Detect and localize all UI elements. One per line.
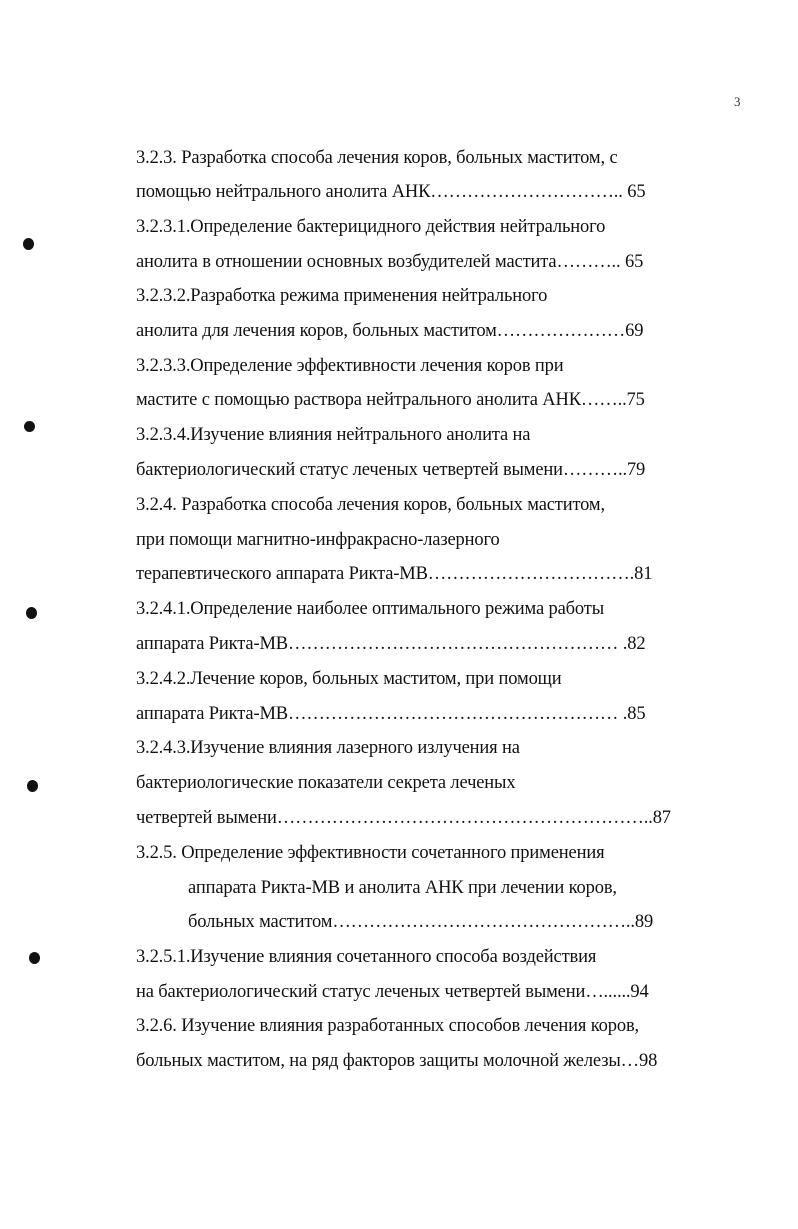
toc-line: 3.2.5. Определение эффективности сочетанного применения xyxy=(136,843,605,863)
toc-line: 3.2.4.2.Лечение коров, больных маститом, при помощи xyxy=(136,669,562,689)
toc-line: 3.2.3. Разработка способа лечения коров, больных маститом, с xyxy=(136,148,618,168)
hole-punch-mark xyxy=(24,421,35,432)
hole-punch-mark xyxy=(29,952,40,964)
toc-line: аппарата Рикта-МВ……………………………………………… .82 xyxy=(136,634,646,654)
hole-punch-mark xyxy=(26,607,37,619)
toc-line: аппарата Рикта-МВ и анолита АНК при лечении коров, xyxy=(188,878,617,898)
toc-line: 3.2.3.3.Определение эффективности лечения коров при xyxy=(136,356,564,376)
toc-line: 3.2.3.2.Разработка режима применения нейтрального xyxy=(136,286,548,306)
toc-line: 3.2.5.1.Изучение влияния сочетанного способа воздействия xyxy=(136,947,597,967)
toc-line: мастите с помощью раствора нейтрального анолита АНК……..75 xyxy=(136,390,645,410)
toc-line: 3.2.6. Изучение влияния разработанных способов лечения коров, xyxy=(136,1016,640,1036)
toc-line: больных маститом, на ряд факторов защиты молочной железы…98 xyxy=(136,1051,658,1071)
hole-punch-mark xyxy=(23,238,34,250)
toc-line: анолита для лечения коров, больных маститом…………………69 xyxy=(136,321,644,341)
toc-line: 3.2.4.3.Изучение влияния лазерного излучения на xyxy=(136,738,520,758)
hole-punch-mark xyxy=(27,780,38,792)
toc-line: больных маститом…………………………………………..89 xyxy=(188,912,654,932)
toc-line: бактериологические показатели секрета леченых xyxy=(136,773,516,793)
toc-line: на бактериологический статус леченых четвертей вымени…......94 xyxy=(136,982,649,1002)
toc-line: 3.2.4. Разработка способа лечения коров, больных маститом, xyxy=(136,495,605,515)
toc-line: при помощи магнитно-инфракрасно-лазерного xyxy=(136,530,500,550)
toc-line: четвертей вымени……………………………………………………..87 xyxy=(136,808,671,828)
toc-line: 3.2.4.1.Определение наиболее оптимального режима работы xyxy=(136,599,605,619)
toc-line: терапевтического аппарата Рикта-МВ…………………………….81 xyxy=(136,564,653,584)
toc-line: 3.2.3.4.Изучение влияния нейтрального анолита на xyxy=(136,425,531,445)
toc-line: бактериологический статус леченых четвертей вымени………..79 xyxy=(136,460,646,480)
toc-line: анолита в отношении основных возбудителей мастита……….. 65 xyxy=(136,252,644,272)
toc-line: 3.2.3.1.Определение бактерицидного действия нейтрального xyxy=(136,217,606,237)
page-number: 3 xyxy=(734,94,741,109)
toc-line: помощью нейтрального анолита АНК………………………….. 65 xyxy=(136,182,646,202)
toc-line: аппарата Рикта-МВ……………………………………………… .85 xyxy=(136,704,646,724)
